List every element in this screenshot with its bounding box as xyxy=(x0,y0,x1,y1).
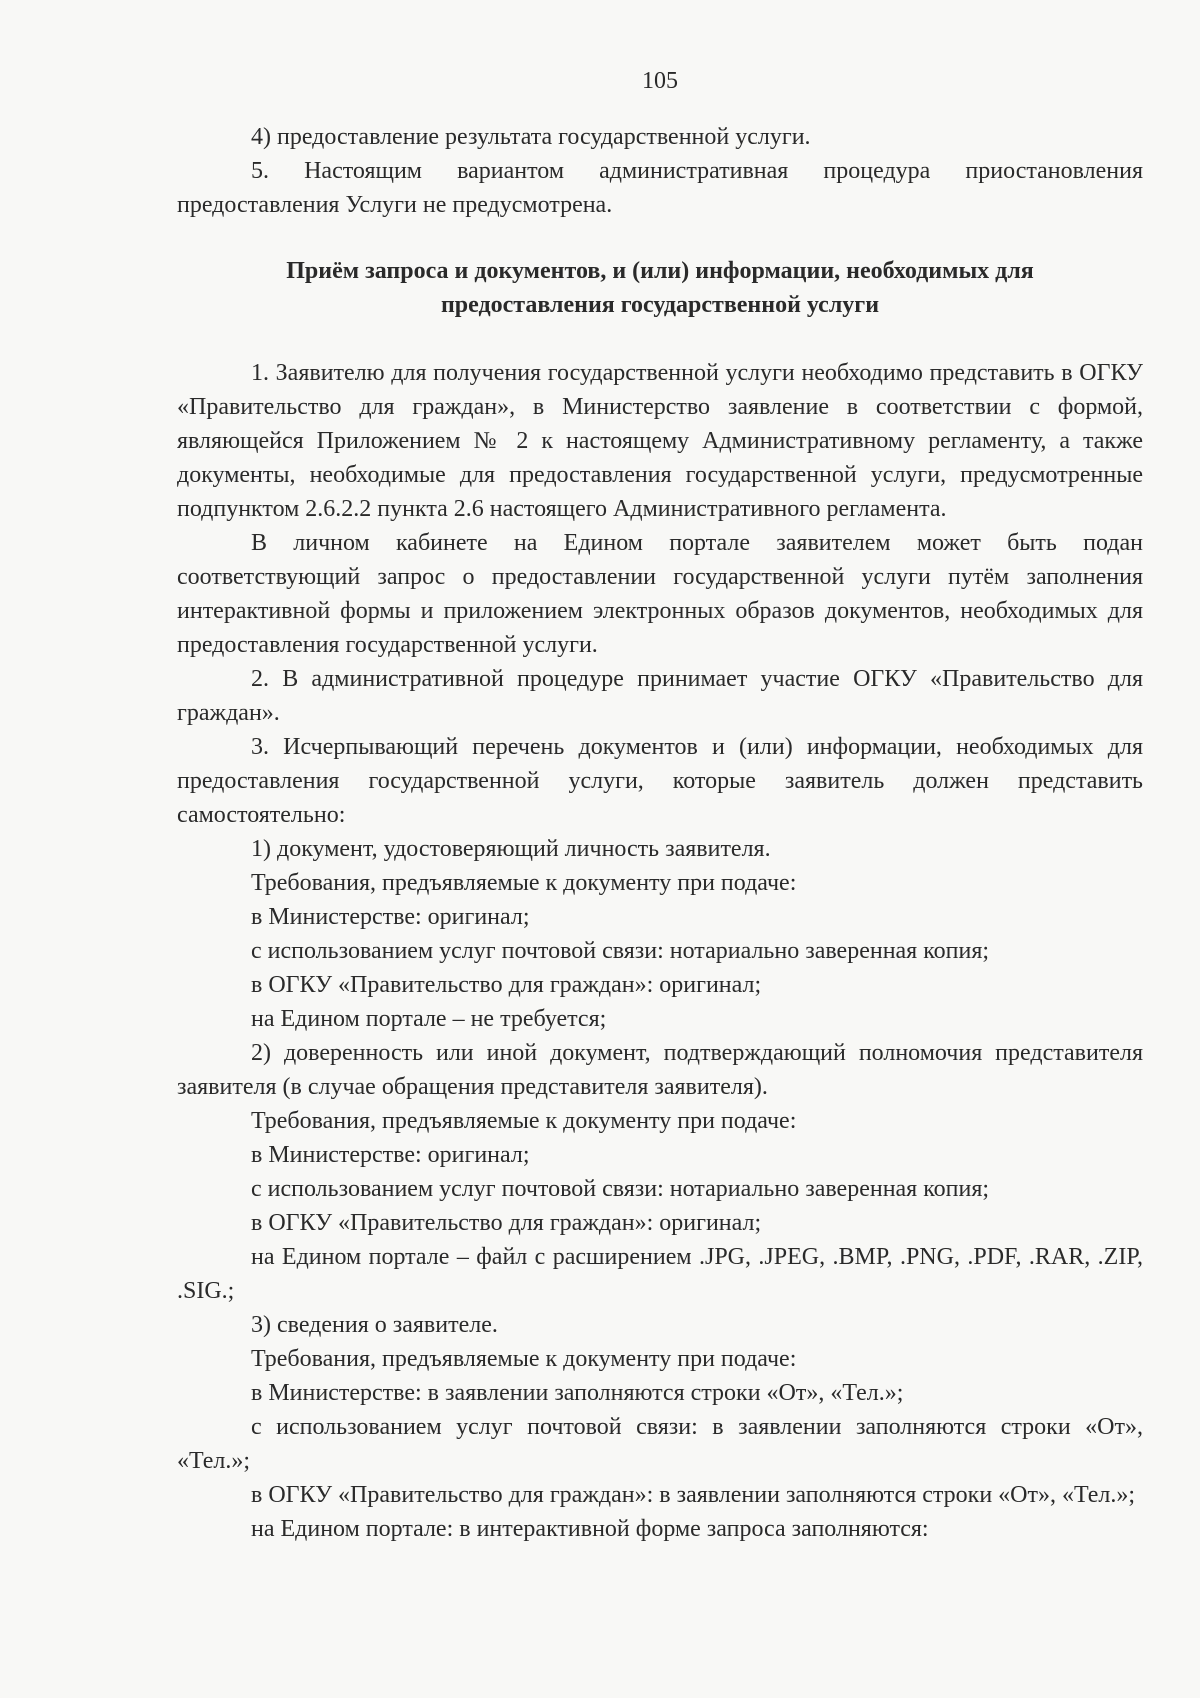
paragraph-main-18: Требования, предъявляемые к документу при подаче: xyxy=(251,1346,797,1372)
paragraph-main-7: в Министерстве: оригинал; xyxy=(251,904,530,930)
paragraph-main-5: 1) документ, удостоверяющий личность заявителя. xyxy=(251,836,771,862)
paragraph-main-19: в Министерстве: в заявлении заполняются строки «От», «Тел.»; xyxy=(251,1380,904,1406)
document-body xyxy=(177,120,1143,1546)
paragraph-main-6: Требования, предъявляемые к документу при подаче: xyxy=(251,870,797,896)
paragraph-main-14: с использованием услуг почтовой связи: нотариально заверенная копия; xyxy=(251,1176,990,1202)
paragraph-main-13: в Министерстве: оригинал; xyxy=(251,1142,530,1168)
paragraph-top-1: 4) предоставление результата государственной услуги. xyxy=(251,124,811,150)
paragraph-main-11: 2) доверенность или иной документ, подтверждающий полномочия представителя заявителя (в случае обращения представителя заявителя). xyxy=(177,1040,1143,1100)
paragraph-main-10: на Едином портале – не требуется; xyxy=(251,1006,607,1032)
paragraph-main-1: 1. Заявителю для получения государственной услуги необходимо представить в ОГКУ «Правительство для граждан», в Министерство заявление в соответствии с формой, являющейся Приложением № 2 к настоящему Административному регламенту, а также документы, необходимые для предоставления государственной услуги, предусмотренные подпунктом 2.6.2.2 пункта 2.6 настоящего Административного регламента. xyxy=(177,360,1143,522)
page-number: 105 xyxy=(642,68,678,94)
paragraph-main-2: В личном кабинете на Едином портале заявителем может быть подан соответствующий запрос о предоставлении государственной услуги путём заполнения интерактивной формы и приложением электронных образов документов, необходимых для предоставления государственной услуги. xyxy=(177,530,1143,658)
paragraph-main-15: в ОГКУ «Правительство для граждан»: оригинал; xyxy=(251,1210,762,1236)
section-heading: Приём запроса и документов, и (или) информации, необходимых для предоставления государственной услуги xyxy=(286,258,1034,318)
paragraph-main-16: на Едином портале – файл с расширением .JPG, .JPEG, .BMP, .PNG, .PDF, .RAR, .ZIP, .SIG.; xyxy=(177,1244,1143,1304)
paragraph-main-4: 3. Исчерпывающий перечень документов и (или) информации, необходимых для предоставления государственной услуги, которые заявитель должен представить самостоятельно: xyxy=(177,734,1143,828)
paragraph-main-9: в ОГКУ «Правительство для граждан»: оригинал; xyxy=(251,972,762,998)
paragraph-main-21: в ОГКУ «Правительство для граждан»: в заявлении заполняются строки «От», «Тел.»; xyxy=(251,1482,1136,1508)
paragraph-top-2: 5. Настоящим вариантом административная процедура приостановления предоставления Услуги не предусмотрена. xyxy=(177,158,1143,218)
paragraph-main-17: 3) сведения о заявителе. xyxy=(251,1312,498,1338)
paragraph-main-12: Требования, предъявляемые к документу при подаче: xyxy=(251,1108,797,1134)
paragraph-main-8: с использованием услуг почтовой связи: нотариально заверенная копия; xyxy=(251,938,990,964)
paragraph-main-22: на Едином портале: в интерактивной форме запроса заполняются: xyxy=(251,1516,929,1542)
paragraph-main-3: 2. В административной процедуре принимает участие ОГКУ «Правительство для граждан». xyxy=(177,666,1143,726)
paragraph-main-20: с использованием услуг почтовой связи: в заявлении заполняются строки «От», «Тел.»; xyxy=(177,1414,1143,1474)
